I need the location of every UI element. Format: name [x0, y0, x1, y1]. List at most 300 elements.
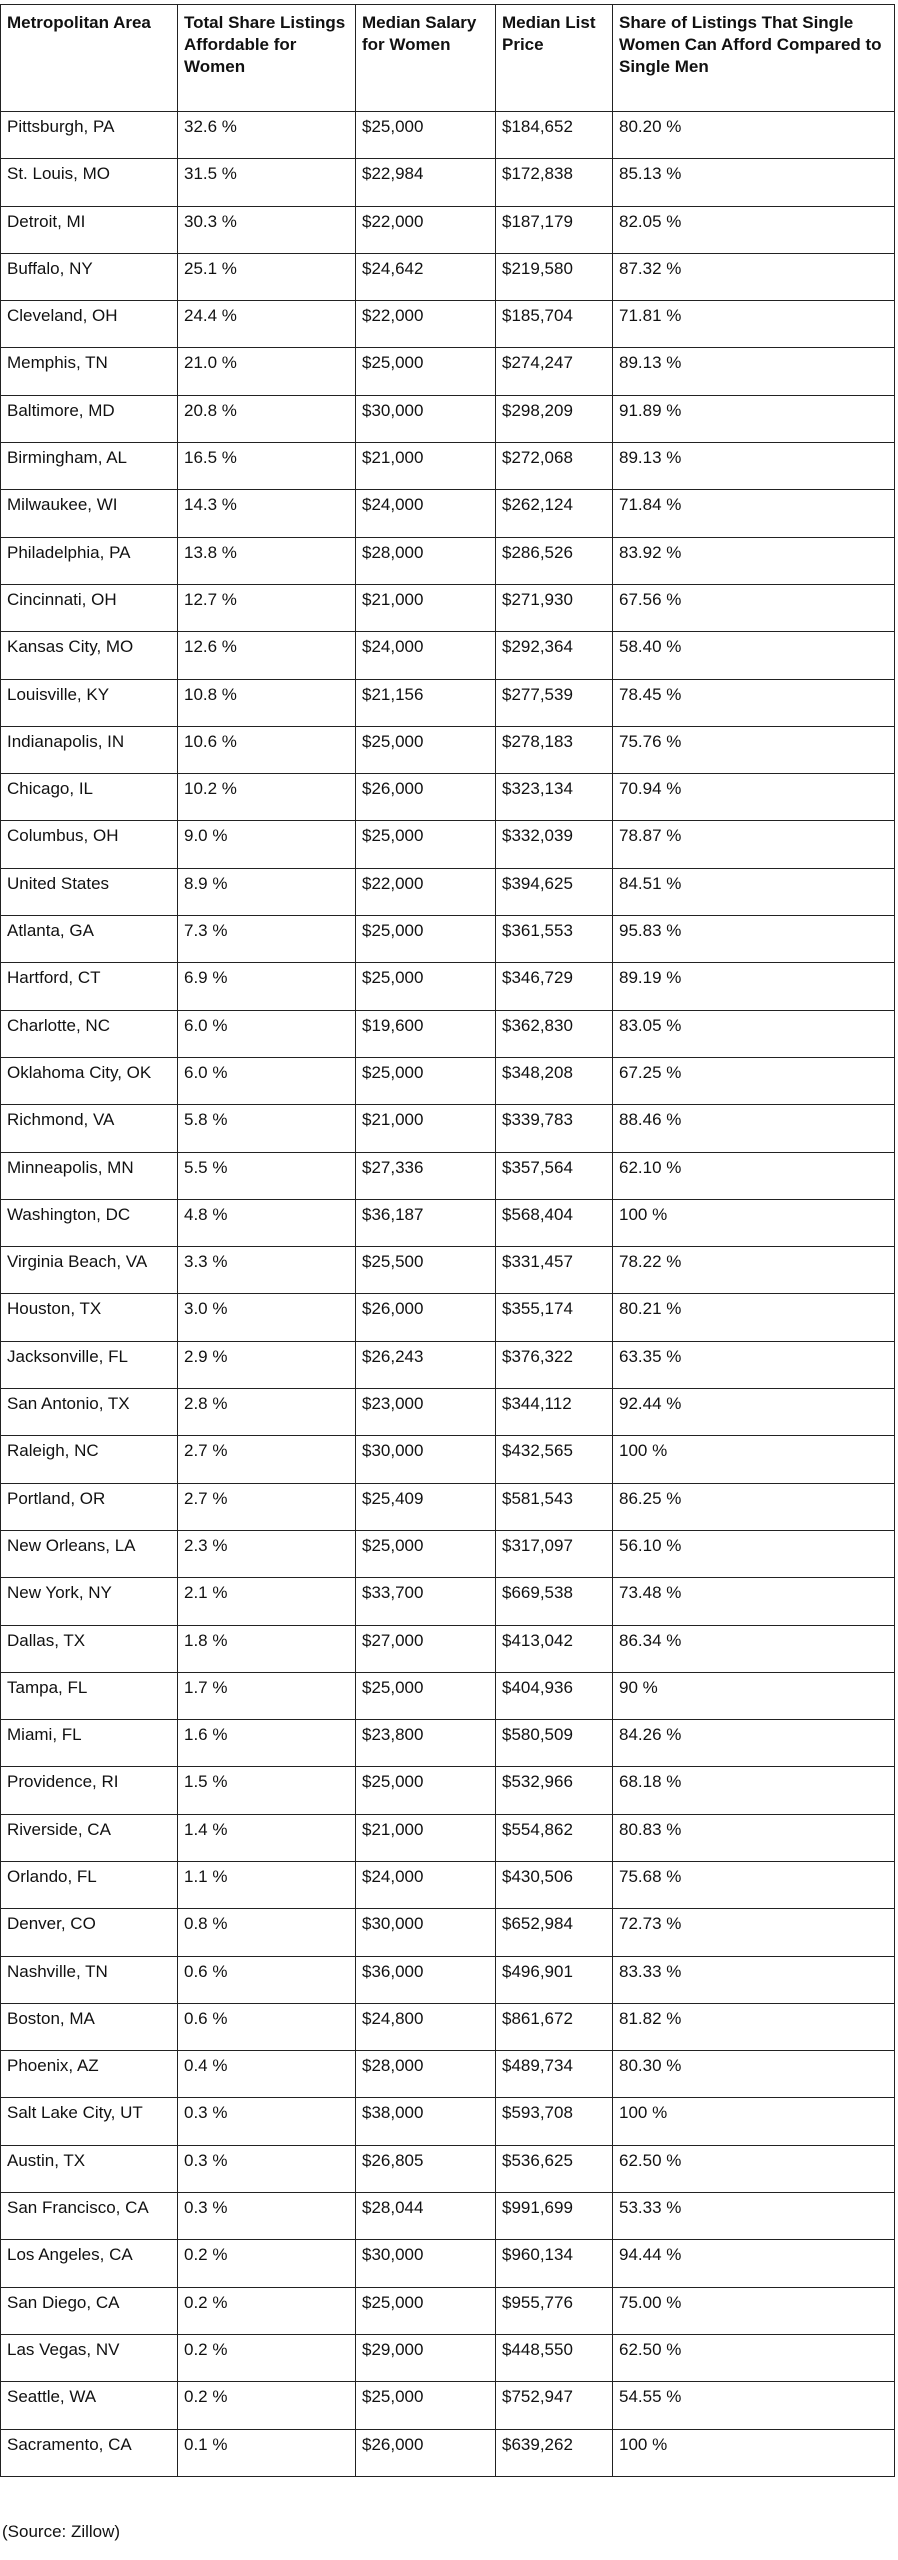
- table-row: [1, 916, 895, 963]
- cell-median-salary: $22,984: [356, 159, 496, 206]
- cell-median-salary: $21,000: [356, 1814, 496, 1861]
- table-row: [1, 1861, 895, 1908]
- cell-median-salary: $27,336: [356, 1152, 496, 1199]
- table-row: [1, 1010, 895, 1057]
- cell-median-salary: $25,000: [356, 1530, 496, 1577]
- table-row: [1, 963, 895, 1010]
- cell-median-list-price: $580,509: [496, 1720, 613, 1767]
- cell-median-salary: $22,000: [356, 206, 496, 253]
- cell-median-salary: $27,000: [356, 1625, 496, 1672]
- table-row: [1, 1767, 895, 1814]
- table-row: [1, 1057, 895, 1104]
- cell-total-share: 1.5 %: [178, 1767, 356, 1814]
- cell-median-list-price: $292,364: [496, 632, 613, 679]
- cell-median-list-price: $991,699: [496, 2193, 613, 2240]
- cell-median-salary: $30,000: [356, 1909, 496, 1956]
- table-row: [1, 1578, 895, 1625]
- cell-metropolitan-area: New Orleans, LA: [1, 1530, 178, 1577]
- cell-share-vs-men: 82.05 %: [613, 206, 895, 253]
- cell-share-vs-men: 68.18 %: [613, 1767, 895, 1814]
- cell-total-share: 0.3 %: [178, 2193, 356, 2240]
- cell-median-salary: $21,156: [356, 679, 496, 726]
- table-row: [1, 821, 895, 868]
- cell-total-share: 0.2 %: [178, 2240, 356, 2287]
- cell-median-salary: $21,000: [356, 1105, 496, 1152]
- cell-median-salary: $26,000: [356, 774, 496, 821]
- cell-metropolitan-area: Hartford, CT: [1, 963, 178, 1010]
- cell-median-list-price: $669,538: [496, 1578, 613, 1625]
- table-row: [1, 1720, 895, 1767]
- cell-metropolitan-area: Charlotte, NC: [1, 1010, 178, 1057]
- cell-metropolitan-area: Chicago, IL: [1, 774, 178, 821]
- cell-median-salary: $25,000: [356, 1767, 496, 1814]
- cell-total-share: 25.1 %: [178, 253, 356, 300]
- cell-metropolitan-area: Las Vegas, NV: [1, 2334, 178, 2381]
- cell-share-vs-men: 62.50 %: [613, 2334, 895, 2381]
- table-row: [1, 1199, 895, 1246]
- table-row: [1, 1672, 895, 1719]
- cell-median-list-price: $344,112: [496, 1389, 613, 1436]
- cell-share-vs-men: 75.68 %: [613, 1861, 895, 1908]
- table-row: [1, 1152, 895, 1199]
- cell-total-share: 12.6 %: [178, 632, 356, 679]
- cell-share-vs-men: 83.33 %: [613, 1956, 895, 2003]
- cell-share-vs-men: 83.92 %: [613, 537, 895, 584]
- cell-median-list-price: $274,247: [496, 348, 613, 395]
- table-row: [1, 1247, 895, 1294]
- cell-median-salary: $28,044: [356, 2193, 496, 2240]
- cell-total-share: 14.3 %: [178, 490, 356, 537]
- cell-median-salary: $30,000: [356, 395, 496, 442]
- table-row: [1, 679, 895, 726]
- cell-metropolitan-area: Phoenix, AZ: [1, 2051, 178, 2098]
- cell-share-vs-men: 62.50 %: [613, 2145, 895, 2192]
- cell-metropolitan-area: Houston, TX: [1, 1294, 178, 1341]
- cell-share-vs-men: 62.10 %: [613, 1152, 895, 1199]
- header-median-list-price: Median List Price: [496, 5, 613, 112]
- cell-total-share: 1.1 %: [178, 1861, 356, 1908]
- cell-share-vs-men: 80.20 %: [613, 112, 895, 159]
- cell-median-salary: $26,000: [356, 1294, 496, 1341]
- cell-total-share: 6.9 %: [178, 963, 356, 1010]
- cell-total-share: 4.8 %: [178, 1199, 356, 1246]
- cell-metropolitan-area: Orlando, FL: [1, 1861, 178, 1908]
- cell-share-vs-men: 53.33 %: [613, 2193, 895, 2240]
- table-row: [1, 1909, 895, 1956]
- cell-median-salary: $38,000: [356, 2098, 496, 2145]
- cell-median-list-price: $357,564: [496, 1152, 613, 1199]
- cell-total-share: 0.3 %: [178, 2145, 356, 2192]
- table-row: [1, 726, 895, 773]
- cell-median-salary: $25,000: [356, 2382, 496, 2429]
- cell-median-salary: $25,000: [356, 112, 496, 159]
- table-row: [1, 2382, 895, 2429]
- cell-metropolitan-area: Tampa, FL: [1, 1672, 178, 1719]
- cell-share-vs-men: 71.81 %: [613, 301, 895, 348]
- cell-total-share: 6.0 %: [178, 1057, 356, 1104]
- table-row: [1, 2098, 895, 2145]
- table-row: [1, 1436, 895, 1483]
- cell-total-share: 3.3 %: [178, 1247, 356, 1294]
- cell-median-salary: $26,805: [356, 2145, 496, 2192]
- cell-metropolitan-area: United States: [1, 868, 178, 915]
- cell-median-list-price: $184,652: [496, 112, 613, 159]
- cell-share-vs-men: 83.05 %: [613, 1010, 895, 1057]
- cell-median-salary: $24,800: [356, 2003, 496, 2050]
- cell-metropolitan-area: Minneapolis, MN: [1, 1152, 178, 1199]
- cell-median-salary: $33,700: [356, 1578, 496, 1625]
- cell-share-vs-men: 95.83 %: [613, 916, 895, 963]
- cell-total-share: 1.7 %: [178, 1672, 356, 1719]
- cell-median-salary: $36,000: [356, 1956, 496, 2003]
- cell-total-share: 0.2 %: [178, 2334, 356, 2381]
- cell-median-list-price: $172,838: [496, 159, 613, 206]
- table-row: [1, 112, 895, 159]
- cell-share-vs-men: 80.30 %: [613, 2051, 895, 2098]
- cell-metropolitan-area: Pittsburgh, PA: [1, 112, 178, 159]
- cell-median-list-price: $376,322: [496, 1341, 613, 1388]
- cell-metropolitan-area: Philadelphia, PA: [1, 537, 178, 584]
- cell-median-list-price: $262,124: [496, 490, 613, 537]
- cell-median-salary: $25,000: [356, 726, 496, 773]
- cell-median-salary: $25,000: [356, 348, 496, 395]
- cell-share-vs-men: 73.48 %: [613, 1578, 895, 1625]
- cell-median-salary: $25,000: [356, 2287, 496, 2334]
- cell-median-salary: $22,000: [356, 301, 496, 348]
- cell-median-salary: $25,000: [356, 1672, 496, 1719]
- cell-total-share: 10.2 %: [178, 774, 356, 821]
- table-row: [1, 2429, 895, 2476]
- cell-total-share: 24.4 %: [178, 301, 356, 348]
- cell-total-share: 6.0 %: [178, 1010, 356, 1057]
- cell-median-list-price: $752,947: [496, 2382, 613, 2429]
- table-row: [1, 1105, 895, 1152]
- cell-metropolitan-area: Portland, OR: [1, 1483, 178, 1530]
- cell-total-share: 16.5 %: [178, 443, 356, 490]
- cell-median-salary: $26,243: [356, 1341, 496, 1388]
- cell-metropolitan-area: Columbus, OH: [1, 821, 178, 868]
- cell-median-salary: $25,409: [356, 1483, 496, 1530]
- cell-total-share: 1.6 %: [178, 1720, 356, 1767]
- cell-metropolitan-area: Milwaukee, WI: [1, 490, 178, 537]
- cell-metropolitan-area: Oklahoma City, OK: [1, 1057, 178, 1104]
- cell-median-list-price: $323,134: [496, 774, 613, 821]
- header-metropolitan-area: Metropolitan Area: [1, 5, 178, 112]
- cell-median-list-price: $554,862: [496, 1814, 613, 1861]
- table-row: [1, 537, 895, 584]
- cell-metropolitan-area: San Antonio, TX: [1, 1389, 178, 1436]
- cell-share-vs-men: 71.84 %: [613, 490, 895, 537]
- cell-share-vs-men: 70.94 %: [613, 774, 895, 821]
- cell-total-share: 32.6 %: [178, 112, 356, 159]
- cell-median-salary: $21,000: [356, 584, 496, 631]
- cell-median-salary: $36,187: [356, 1199, 496, 1246]
- cell-metropolitan-area: St. Louis, MO: [1, 159, 178, 206]
- cell-total-share: 0.6 %: [178, 1956, 356, 2003]
- cell-median-salary: $25,000: [356, 1057, 496, 1104]
- cell-share-vs-men: 89.19 %: [613, 963, 895, 1010]
- cell-median-list-price: $346,729: [496, 963, 613, 1010]
- cell-total-share: 9.0 %: [178, 821, 356, 868]
- cell-median-list-price: $639,262: [496, 2429, 613, 2476]
- cell-metropolitan-area: Richmond, VA: [1, 1105, 178, 1152]
- cell-total-share: 7.3 %: [178, 916, 356, 963]
- cell-median-list-price: $448,550: [496, 2334, 613, 2381]
- cell-median-salary: $25,000: [356, 916, 496, 963]
- table-row: [1, 348, 895, 395]
- cell-total-share: 0.2 %: [178, 2382, 356, 2429]
- cell-median-list-price: $361,553: [496, 916, 613, 963]
- cell-median-list-price: $532,966: [496, 1767, 613, 1814]
- cell-median-list-price: $861,672: [496, 2003, 613, 2050]
- affordability-table: [0, 4, 895, 2477]
- table-row: [1, 301, 895, 348]
- table-header: [1, 5, 895, 112]
- cell-share-vs-men: 67.25 %: [613, 1057, 895, 1104]
- cell-median-salary: $25,000: [356, 963, 496, 1010]
- header-row: [1, 5, 895, 112]
- cell-median-salary: $30,000: [356, 1436, 496, 1483]
- cell-share-vs-men: 75.76 %: [613, 726, 895, 773]
- cell-total-share: 31.5 %: [178, 159, 356, 206]
- cell-share-vs-men: 89.13 %: [613, 348, 895, 395]
- cell-median-salary: $26,000: [356, 2429, 496, 2476]
- cell-share-vs-men: 91.89 %: [613, 395, 895, 442]
- cell-share-vs-men: 67.56 %: [613, 584, 895, 631]
- cell-median-list-price: $496,901: [496, 1956, 613, 2003]
- cell-median-list-price: $430,506: [496, 1861, 613, 1908]
- cell-share-vs-men: 94.44 %: [613, 2240, 895, 2287]
- cell-median-list-price: $185,704: [496, 301, 613, 348]
- cell-total-share: 5.5 %: [178, 1152, 356, 1199]
- cell-share-vs-men: 90 %: [613, 1672, 895, 1719]
- cell-metropolitan-area: Boston, MA: [1, 2003, 178, 2050]
- cell-median-list-price: $581,543: [496, 1483, 613, 1530]
- cell-share-vs-men: 75.00 %: [613, 2287, 895, 2334]
- cell-median-list-price: $317,097: [496, 1530, 613, 1577]
- cell-metropolitan-area: Memphis, TN: [1, 348, 178, 395]
- cell-total-share: 13.8 %: [178, 537, 356, 584]
- cell-metropolitan-area: Salt Lake City, UT: [1, 2098, 178, 2145]
- cell-total-share: 3.0 %: [178, 1294, 356, 1341]
- cell-median-salary: $24,000: [356, 490, 496, 537]
- cell-median-list-price: $568,404: [496, 1199, 613, 1246]
- table-row: [1, 1341, 895, 1388]
- table-row: [1, 868, 895, 915]
- cell-share-vs-men: 58.40 %: [613, 632, 895, 679]
- cell-share-vs-men: 78.87 %: [613, 821, 895, 868]
- table-row: [1, 2003, 895, 2050]
- cell-metropolitan-area: Seattle, WA: [1, 2382, 178, 2429]
- cell-total-share: 0.8 %: [178, 1909, 356, 1956]
- cell-metropolitan-area: San Diego, CA: [1, 2287, 178, 2334]
- cell-metropolitan-area: Atlanta, GA: [1, 916, 178, 963]
- table-row: [1, 1956, 895, 2003]
- header-share-vs-men: Share of Listings That Single Women Can Afford Compared to Single Men: [613, 5, 895, 112]
- cell-share-vs-men: 92.44 %: [613, 1389, 895, 1436]
- cell-share-vs-men: 100 %: [613, 1199, 895, 1246]
- table-row: [1, 253, 895, 300]
- table-row: [1, 2145, 895, 2192]
- cell-share-vs-men: 86.34 %: [613, 1625, 895, 1672]
- cell-total-share: 2.3 %: [178, 1530, 356, 1577]
- cell-share-vs-men: 78.22 %: [613, 1247, 895, 1294]
- cell-median-list-price: $187,179: [496, 206, 613, 253]
- cell-total-share: 0.2 %: [178, 2287, 356, 2334]
- table-row: [1, 2334, 895, 2381]
- cell-total-share: 10.8 %: [178, 679, 356, 726]
- cell-metropolitan-area: Kansas City, MO: [1, 632, 178, 679]
- cell-metropolitan-area: Miami, FL: [1, 1720, 178, 1767]
- cell-metropolitan-area: Austin, TX: [1, 2145, 178, 2192]
- cell-total-share: 0.1 %: [178, 2429, 356, 2476]
- cell-median-salary: $25,000: [356, 821, 496, 868]
- cell-metropolitan-area: Baltimore, MD: [1, 395, 178, 442]
- table-row: [1, 584, 895, 631]
- table-row: [1, 1625, 895, 1672]
- cell-median-salary: $21,000: [356, 443, 496, 490]
- table-row: [1, 490, 895, 537]
- cell-median-list-price: $332,039: [496, 821, 613, 868]
- table-row: [1, 206, 895, 253]
- cell-total-share: 0.6 %: [178, 2003, 356, 2050]
- cell-share-vs-men: 84.51 %: [613, 868, 895, 915]
- cell-median-list-price: $394,625: [496, 868, 613, 915]
- cell-metropolitan-area: Providence, RI: [1, 1767, 178, 1814]
- cell-total-share: 0.3 %: [178, 2098, 356, 2145]
- cell-share-vs-men: 100 %: [613, 2429, 895, 2476]
- cell-median-salary: $24,642: [356, 253, 496, 300]
- cell-metropolitan-area: Cleveland, OH: [1, 301, 178, 348]
- cell-total-share: 30.3 %: [178, 206, 356, 253]
- table-row: [1, 443, 895, 490]
- cell-metropolitan-area: Dallas, TX: [1, 1625, 178, 1672]
- cell-median-salary: $24,000: [356, 1861, 496, 1908]
- cell-share-vs-men: 54.55 %: [613, 2382, 895, 2429]
- table-row: [1, 1814, 895, 1861]
- cell-share-vs-men: 88.46 %: [613, 1105, 895, 1152]
- cell-share-vs-men: 80.83 %: [613, 1814, 895, 1861]
- cell-median-list-price: $536,625: [496, 2145, 613, 2192]
- table-row: [1, 774, 895, 821]
- cell-median-list-price: $298,209: [496, 395, 613, 442]
- table-row: [1, 2240, 895, 2287]
- cell-median-list-price: $277,539: [496, 679, 613, 726]
- cell-median-salary: $23,800: [356, 1720, 496, 1767]
- header-total-share: Total Share Listings Affordable for Women: [178, 5, 356, 112]
- cell-share-vs-men: 100 %: [613, 1436, 895, 1483]
- cell-share-vs-men: 86.25 %: [613, 1483, 895, 1530]
- cell-total-share: 12.7 %: [178, 584, 356, 631]
- cell-median-salary: $30,000: [356, 2240, 496, 2287]
- table-row: [1, 2051, 895, 2098]
- cell-share-vs-men: 87.32 %: [613, 253, 895, 300]
- table-row: [1, 2193, 895, 2240]
- cell-total-share: 2.9 %: [178, 1341, 356, 1388]
- cell-total-share: 2.7 %: [178, 1436, 356, 1483]
- cell-share-vs-men: 85.13 %: [613, 159, 895, 206]
- cell-median-list-price: $432,565: [496, 1436, 613, 1483]
- table-row: [1, 1530, 895, 1577]
- table-row: [1, 1389, 895, 1436]
- cell-median-list-price: $339,783: [496, 1105, 613, 1152]
- cell-metropolitan-area: Nashville, TN: [1, 1956, 178, 2003]
- cell-median-salary: $24,000: [356, 632, 496, 679]
- cell-median-salary: $28,000: [356, 537, 496, 584]
- cell-median-list-price: $331,457: [496, 1247, 613, 1294]
- cell-total-share: 8.9 %: [178, 868, 356, 915]
- cell-metropolitan-area: Sacramento, CA: [1, 2429, 178, 2476]
- cell-share-vs-men: 89.13 %: [613, 443, 895, 490]
- cell-metropolitan-area: Cincinnati, OH: [1, 584, 178, 631]
- cell-share-vs-men: 81.82 %: [613, 2003, 895, 2050]
- cell-share-vs-men: 72.73 %: [613, 1909, 895, 1956]
- cell-metropolitan-area: Birmingham, AL: [1, 443, 178, 490]
- table-row: [1, 395, 895, 442]
- cell-median-list-price: $955,776: [496, 2287, 613, 2334]
- cell-median-salary: $22,000: [356, 868, 496, 915]
- cell-metropolitan-area: Washington, DC: [1, 1199, 178, 1246]
- cell-share-vs-men: 80.21 %: [613, 1294, 895, 1341]
- cell-share-vs-men: 84.26 %: [613, 1720, 895, 1767]
- cell-median-list-price: $593,708: [496, 2098, 613, 2145]
- cell-median-list-price: $404,936: [496, 1672, 613, 1719]
- cell-metropolitan-area: Indianapolis, IN: [1, 726, 178, 773]
- cell-metropolitan-area: Denver, CO: [1, 1909, 178, 1956]
- cell-median-list-price: $286,526: [496, 537, 613, 584]
- cell-share-vs-men: 100 %: [613, 2098, 895, 2145]
- cell-metropolitan-area: Raleigh, NC: [1, 1436, 178, 1483]
- cell-median-list-price: $348,208: [496, 1057, 613, 1104]
- cell-median-list-price: $489,734: [496, 2051, 613, 2098]
- table-row: [1, 1294, 895, 1341]
- table-body: [1, 112, 895, 2477]
- cell-metropolitan-area: Buffalo, NY: [1, 253, 178, 300]
- cell-total-share: 20.8 %: [178, 395, 356, 442]
- cell-metropolitan-area: Detroit, MI: [1, 206, 178, 253]
- cell-total-share: 21.0 %: [178, 348, 356, 395]
- table-row: [1, 2287, 895, 2334]
- cell-metropolitan-area: San Francisco, CA: [1, 2193, 178, 2240]
- cell-total-share: 10.6 %: [178, 726, 356, 773]
- cell-metropolitan-area: Riverside, CA: [1, 1814, 178, 1861]
- cell-median-list-price: $278,183: [496, 726, 613, 773]
- table-row: [1, 632, 895, 679]
- cell-median-list-price: $355,174: [496, 1294, 613, 1341]
- cell-median-list-price: $362,830: [496, 1010, 613, 1057]
- source-note: (Source: Zillow): [2, 2522, 121, 2541]
- cell-metropolitan-area: Jacksonville, FL: [1, 1341, 178, 1388]
- table-row: [1, 1483, 895, 1530]
- cell-total-share: 2.8 %: [178, 1389, 356, 1436]
- cell-total-share: 2.7 %: [178, 1483, 356, 1530]
- cell-share-vs-men: 63.35 %: [613, 1341, 895, 1388]
- table-row: [1, 159, 895, 206]
- cell-median-list-price: $271,930: [496, 584, 613, 631]
- cell-total-share: 1.4 %: [178, 1814, 356, 1861]
- cell-metropolitan-area: Louisville, KY: [1, 679, 178, 726]
- cell-median-list-price: $272,068: [496, 443, 613, 490]
- cell-median-list-price: $219,580: [496, 253, 613, 300]
- cell-median-salary: $19,600: [356, 1010, 496, 1057]
- cell-median-salary: $28,000: [356, 2051, 496, 2098]
- cell-metropolitan-area: Los Angeles, CA: [1, 2240, 178, 2287]
- cell-median-list-price: $413,042: [496, 1625, 613, 1672]
- cell-total-share: 1.8 %: [178, 1625, 356, 1672]
- cell-metropolitan-area: Virginia Beach, VA: [1, 1247, 178, 1294]
- cell-share-vs-men: 78.45 %: [613, 679, 895, 726]
- header-median-salary: Median Salary for Women: [356, 5, 496, 112]
